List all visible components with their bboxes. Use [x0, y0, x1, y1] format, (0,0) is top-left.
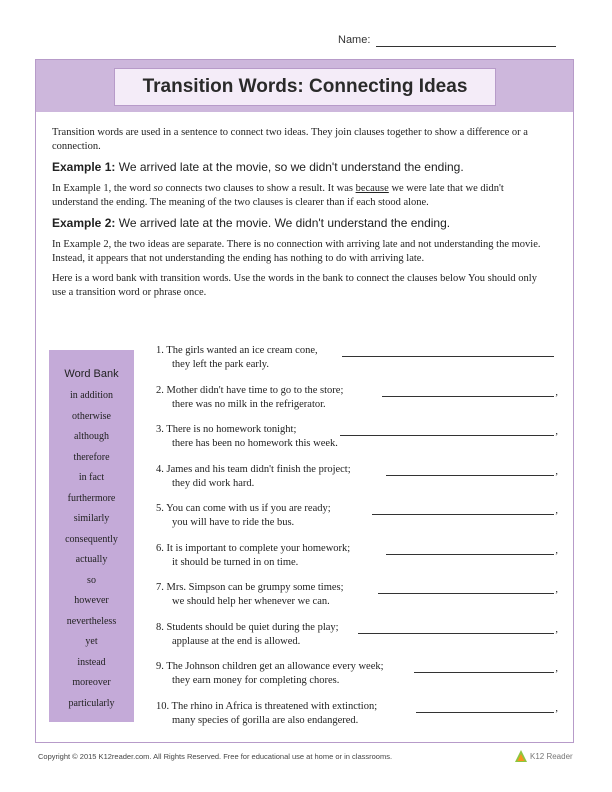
question-item	[156, 661, 566, 701]
word-bank-item: so	[87, 574, 96, 586]
example-1-label: Example 1:	[52, 160, 116, 174]
word-bank-item: however	[74, 595, 109, 606]
example-2-label: Example 2:	[52, 216, 116, 230]
answer-blank[interactable]	[358, 633, 554, 634]
answer-comma: ,	[555, 623, 558, 635]
question-clause-1: 9. The Johnson children get an allowance every week;	[156, 661, 384, 672]
answer-comma: ,	[555, 663, 558, 674]
answer-comma: ,	[555, 544, 558, 556]
answer-blank[interactable]	[386, 554, 554, 555]
word-bank-item: actually	[75, 554, 108, 565]
question-clause-2: they left the park early.	[172, 359, 269, 370]
question-clause-2: many species of gorilla are also endangered.	[172, 714, 359, 726]
answer-blank[interactable]	[382, 396, 554, 397]
title-bar	[36, 60, 573, 112]
question-item	[156, 622, 566, 662]
name-blank-line[interactable]	[376, 46, 556, 47]
question-item	[156, 582, 566, 622]
question-item	[156, 503, 566, 543]
question-clause-1: 7. Mrs. Simpson can be grumpy some times;	[156, 582, 344, 593]
question-clause-1: 2. Mother didn't have time to go to the store;	[156, 384, 344, 396]
question-clause-2: they did work hard.	[172, 477, 255, 489]
p2-part-b: connects two clauses to show a result. It was	[162, 183, 356, 194]
answer-comma: ,	[555, 505, 558, 516]
answer-blank[interactable]	[414, 672, 554, 673]
k12-reader-logo	[514, 748, 574, 764]
answer-blank[interactable]	[372, 514, 554, 515]
word-bank	[49, 350, 134, 722]
question-clause-2: it should be turned in on time.	[172, 556, 299, 568]
question-clause-2: there was no milk in the refrigerator.	[172, 398, 326, 410]
question-clause-1: 3. There is no homework tonight;	[156, 424, 297, 435]
word-bank-item: particularly	[68, 697, 115, 709]
word-bank-list	[49, 386, 134, 714]
question-clause-1: 6. It is important to complete your homework;	[156, 542, 351, 554]
question-clause-1: 1. The girls wanted an ice cream cone,	[156, 345, 318, 356]
logo-icon	[514, 749, 528, 763]
word-bank-item: instead	[77, 656, 106, 668]
intro-paragraph-4: Here is a word bank with transition words. Use the words in the bank to connect the clauses below You should only use a transition word or phrase once.	[52, 273, 537, 298]
question-item	[156, 385, 566, 425]
example-1	[52, 160, 552, 174]
example-2	[52, 216, 552, 230]
answer-blank[interactable]	[378, 593, 554, 594]
p2-because: because	[355, 183, 389, 194]
intro-paragraph-1: Transition words are used in a sentence to connect two ideas. They join clauses together to show a difference or a connection.	[52, 127, 528, 152]
intro-paragraph-3: In Example 2, the two ideas are separate. There is no connection with arriving late and not understanding the movie. Instead, it appears that not understanding the ending has nothing to do with arriving late.	[52, 239, 541, 264]
name-field	[338, 34, 558, 50]
word-bank-item: furthermore	[67, 492, 116, 504]
answer-blank[interactable]	[340, 435, 554, 436]
word-bank-item: otherwise	[72, 410, 111, 422]
question-item	[156, 464, 566, 504]
question-clause-2: you will have to ride the bus.	[172, 517, 295, 528]
word-bank-item: in fact	[78, 472, 105, 483]
word-bank-item: therefore	[73, 451, 110, 463]
answer-comma: ,	[555, 702, 558, 714]
p2-part-a: In Example 1, the word	[52, 183, 154, 194]
copyright-footer: Copyright © 2015 K12reader.com. All Rights Reserved. Free for educational use at home or in classrooms.	[38, 752, 393, 761]
answer-comma: ,	[555, 426, 558, 437]
question-clause-2: we should help her whenever we can.	[172, 596, 330, 607]
example-1-text: We arrived late at the movie, so we didn't understand the ending.	[118, 160, 464, 174]
p2-so: so	[153, 183, 163, 194]
question-item	[156, 701, 566, 741]
worksheet-frame	[35, 59, 574, 743]
answer-comma: ,	[555, 584, 558, 595]
question-clause-1: 10. The rhino in Africa is threatened with extinction;	[156, 700, 378, 712]
word-bank-item: nevertheless	[66, 615, 117, 627]
intro-section	[52, 126, 552, 306]
question-clause-1: 5. You can come with us if you are ready;	[156, 503, 331, 514]
example-2-text: We arrived late at the movie. We didn't understand the ending.	[118, 216, 451, 230]
p2-part-c: we were late that we didn't understand the ending. The meaning of the two clauses is clearer than if each stood alone.	[52, 183, 504, 208]
question-list	[156, 345, 566, 740]
logo-text: K12 Reader	[530, 752, 573, 761]
question-clause-1: 8. Students should be quiet during the play;	[156, 621, 339, 633]
word-bank-item: yet	[85, 636, 98, 647]
answer-blank[interactable]	[342, 356, 554, 357]
worksheet-title: Transition Words: Connecting Ideas	[114, 68, 496, 106]
name-label: Name:	[338, 34, 371, 46]
answer-comma: ,	[555, 465, 558, 477]
word-bank-item: although	[74, 431, 109, 442]
question-clause-1: 4. James and his team didn't finish the project;	[156, 463, 351, 475]
answer-blank[interactable]	[386, 475, 554, 476]
word-bank-item: moreover	[72, 677, 111, 688]
question-item	[156, 424, 566, 464]
question-item	[156, 543, 566, 583]
word-bank-item: similarly	[73, 513, 110, 524]
word-bank-title: Word Bank	[64, 368, 119, 380]
answer-comma: ,	[555, 386, 558, 398]
answer-blank[interactable]	[416, 712, 554, 713]
word-bank-item: in addition	[69, 390, 114, 401]
intro-paragraph-2	[52, 182, 552, 210]
question-clause-2: there has been no homework this week.	[172, 438, 338, 449]
question-item	[156, 345, 566, 385]
question-clause-2: applause at the end is allowed.	[172, 635, 301, 647]
word-bank-item: consequently	[65, 533, 118, 545]
question-clause-2: they earn money for completing chores.	[172, 675, 340, 686]
